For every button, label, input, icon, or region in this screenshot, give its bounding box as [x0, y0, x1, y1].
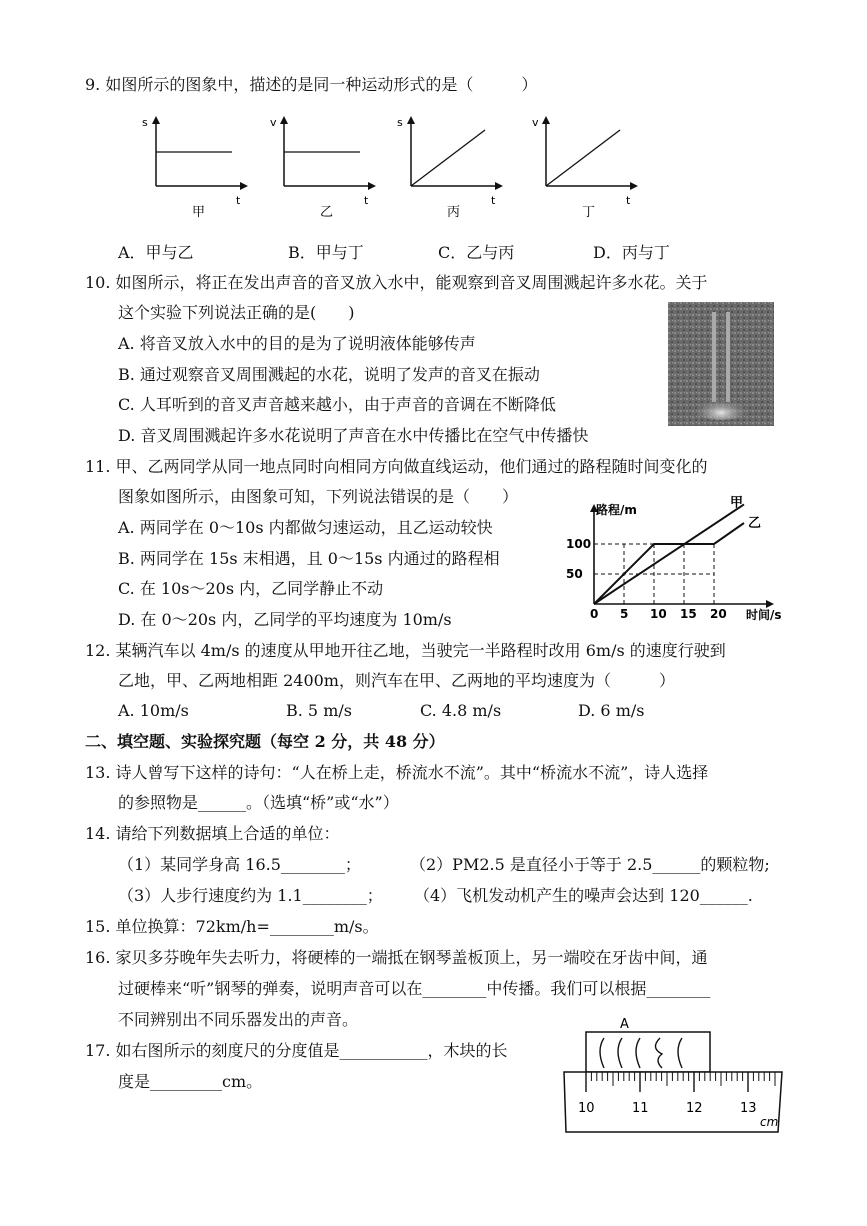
chart-y-axis-label: 路程/m	[596, 503, 637, 517]
q9-option-b: B．甲与丁	[288, 243, 364, 262]
q9-option-c: C．乙与丙	[438, 243, 515, 262]
q10-option-a: A. 将音叉放入水中的目的是为了说明液体能够传声	[118, 334, 476, 353]
q9-graph-bing	[395, 112, 505, 222]
q9-option-d: D．丙与丁	[593, 243, 670, 262]
q9-graph-yi	[268, 112, 378, 222]
block-label: A	[620, 1017, 629, 1032]
graph-yi-ylabel: v	[270, 116, 277, 129]
ruler-label-10: 10	[578, 1101, 595, 1116]
chart-x-tick-0: 0	[590, 607, 599, 621]
ruler-label-13: 13	[740, 1101, 757, 1116]
q14-item-2: （2）PM2.5 是直径小于等于 2.5______的颗粒物;	[410, 855, 770, 874]
chart-x-axis-arrow	[766, 600, 774, 608]
q11-option-b: B. 两同学在 15s 末相遇，且 0～15s 内通过的路程相	[118, 549, 500, 568]
section-2-title: 二、填空题、实验探究题（每空 2 分，共 48 分）	[85, 732, 445, 751]
q12-stem-2: 乙地，甲、乙两地相距 2400m，则汽车在甲、乙两地的平均速度为（ ）	[118, 671, 675, 690]
q12-option-c: C. 4.8 m/s	[420, 701, 502, 720]
q9-option-a: A．甲与乙	[118, 243, 194, 262]
q17-line-2: 度是_________cm。	[118, 1072, 263, 1091]
q14-item-3: （3）人步行速度约为 1.1________；	[118, 886, 383, 905]
chart-y-tick-50: 50	[566, 567, 583, 581]
q16-line-3: 不同辨别出不同乐器发出的声音。	[118, 1010, 359, 1029]
graph-jia-ylabel: s	[142, 116, 148, 129]
wood-block	[586, 1032, 710, 1072]
q13-line-1: 13. 诗人曾写下这样的诗句：“人在桥上走，桥流水不流”。其中“桥流水不流”，诗人选择	[85, 763, 709, 782]
q14-item-4: （4）飞机发动机产生的噪声会达到 120______.	[414, 886, 753, 905]
q10-tuning-fork-photo	[668, 302, 774, 426]
q9-graph-ding	[530, 112, 640, 222]
chart-series-line-0	[594, 504, 744, 604]
chart-y-tick-100: 100	[566, 537, 592, 551]
graph-bing-caption: 丙	[447, 205, 461, 220]
q12-option-a: A. 10m/s	[118, 701, 189, 720]
graph-yi-caption: 乙	[320, 205, 334, 220]
q10-option-d: D. 音叉周围溅起许多水花说明了声音在水中传播比在空气中传播快	[118, 426, 589, 445]
chart-x-tick-5: 5	[620, 607, 629, 621]
q12-option-b: B. 5 m/s	[286, 701, 352, 720]
q14-stem: 14. 请给下列数据填上合适的单位：	[85, 824, 340, 843]
chart-x-tick-15: 15	[680, 607, 697, 621]
q11-option-d: D. 在 0～20s 内，乙同学的平均速度为 10m/s	[118, 610, 452, 629]
q12-option-d: D. 6 m/s	[578, 701, 645, 720]
q10-stem-2: 这个实验下列说法正确的是( )	[118, 303, 355, 322]
q16-line-1: 16. 家贝多芬晚年失去听力，将硬棒的一端抵在钢琴盖板顶上，另一端咬在牙齿中间，通	[85, 948, 708, 967]
chart-series-label-jia: 甲	[730, 495, 744, 511]
chart-x-axis-label: 时间/s	[746, 608, 782, 622]
ruler-label-12: 12	[686, 1101, 703, 1116]
q12-stem-1: 12. 某辆汽车以 4m/s 的速度从甲地开往乙地，当驶完一半路程时改用 6m/s 的速度行驶到	[85, 641, 726, 660]
q14-item-1: （1）某同学身高 16.5________；	[118, 855, 361, 874]
ruler-unit: cm	[760, 1115, 779, 1129]
q11-stem-2: 图象如图所示，由图象可知，下列说法错误的是（ ）	[118, 487, 519, 506]
graph-jia-xlabel: t	[236, 194, 241, 207]
q13-line-2: 的参照物是______。（选填“桥”或“水”）	[118, 793, 399, 812]
q10-option-b: B. 通过观察音叉周围溅起的水花，说明了发声的音叉在振动	[118, 365, 540, 384]
q16-line-2: 过硬棒来“听”钢琴的弹奏，说明声音可以在________中传播。我们可以根据________	[118, 979, 711, 998]
graph-yi-xlabel: t	[364, 194, 369, 207]
q11-distance-time-chart	[560, 494, 785, 622]
q17-line-1: 17. 如右图所示的刻度尺的分度值是___________，木块的长	[85, 1041, 508, 1060]
q9-stem: 9. 如图所示的图象中，描述的是同一种运动形式的是（ ）	[85, 75, 538, 94]
graph-ding-caption: 丁	[582, 205, 596, 220]
graph-bing-xlabel: t	[491, 194, 496, 207]
q9-graph-jia	[140, 112, 250, 222]
q17-ruler-figure	[556, 1014, 788, 1138]
chart-x-tick-20: 20	[710, 607, 727, 621]
q10-option-c: C. 人耳听到的音叉声音越来越小，由于声音的音调在不断降低	[118, 395, 556, 414]
q15-line: 15. 单位换算：72km/h=________m/s。	[85, 917, 379, 936]
chart-x-tick-10: 10	[650, 607, 667, 621]
q10-stem-1: 10. 如图所示，将正在发出声音的音叉放入水中，能观察到音叉周围溅起许多水花。关于	[85, 273, 708, 292]
q11-option-c: C. 在 10s～20s 内，乙同学静止不动	[118, 579, 384, 598]
graph-jia-caption: 甲	[192, 205, 206, 220]
graph-ding-ylabel: v	[532, 116, 539, 129]
chart-series-label-yi: 乙	[748, 516, 762, 531]
q11-option-a: A. 两同学在 0～10s 内都做匀速运动，且乙运动较快	[118, 518, 493, 537]
graph-bing-ylabel: s	[397, 116, 403, 129]
chart-series-line-1	[594, 523, 744, 604]
q11-stem-1: 11. 甲、乙两同学从同一地点同时向相同方向做直线运动，他们通过的路程随时间变化的	[85, 457, 708, 476]
ruler-label-11: 11	[632, 1101, 649, 1116]
graph-ding-xlabel: t	[626, 194, 631, 207]
